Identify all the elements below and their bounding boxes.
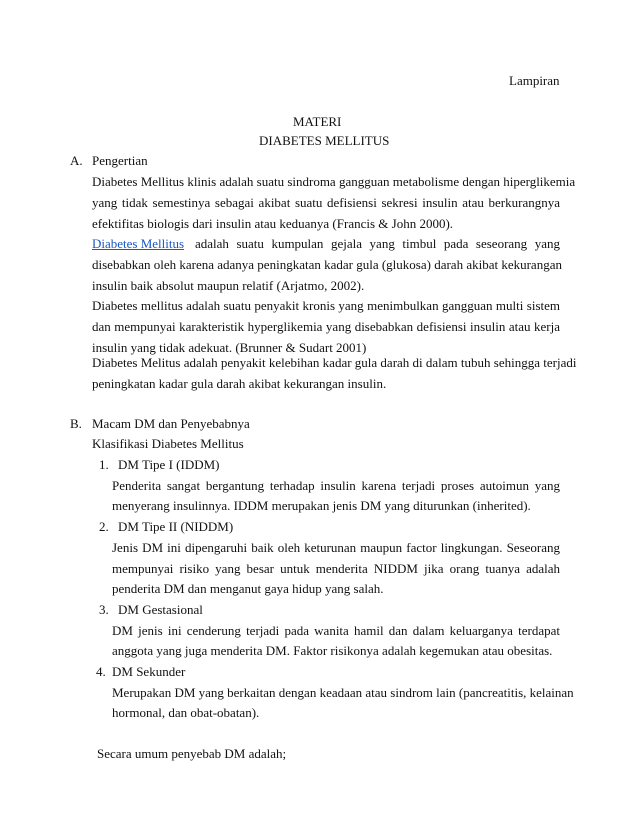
section-a-heading: Pengertian	[92, 153, 148, 168]
attachment-label: Lampiran	[509, 73, 560, 88]
closing-line: Secara umum penyebab DM adalah;	[97, 746, 287, 761]
list-item-number: 3.	[99, 602, 109, 617]
list-item-line: anggota yang juga menderita DM. Faktor risikonya adalah kegemukan atau obesitas.	[112, 643, 553, 658]
list-item-number: 2.	[99, 519, 109, 534]
paragraph-line: peningkatan kadar gula darah akibat kekurangan insulin.	[92, 376, 387, 391]
paragraph-line: Diabetes Mellitus klinis adalah suatu sindroma gangguan metabolisme dengan hiperglikemia	[92, 174, 576, 189]
list-item-line: Merupakan DM yang berkaitan dengan keadaan atau sindrom lain (pancreatitis, kelainan	[112, 685, 574, 700]
paragraph-line: disebabkan oleh karena adanya peningkatan kadar gula (glukosa) darah akibat kekurangan	[92, 257, 562, 272]
diabetes-mellitus-link[interactable]: Diabetes Mellitus	[92, 236, 185, 251]
paragraph-line: Diabetes mellitus adalah suatu penyakit kronis yang menimbulkan gangguan multi sistem	[92, 298, 560, 313]
list-item-line: Jenis DM ini dipengaruhi baik oleh keturunan maupun factor lingkungan. Seseorang	[112, 540, 560, 555]
title-line-1: MATERI	[293, 114, 342, 129]
list-item-line: mempunyai risiko yang besar untuk menderita NIDDM jika orang tuanya adalah	[112, 561, 560, 576]
list-item-number: 4.	[96, 664, 106, 679]
list-item-line: Penderita sangat bergantung terhadap insulin karena terjadi proses autoimun yang	[112, 478, 560, 493]
paragraph-line: adalah suatu kumpulan gejala yang timbul pada seseorang yang	[195, 236, 560, 251]
list-item-line: DM jenis ini cenderung terjadi pada wanita hamil dan dalam keluarganya terdapat	[112, 623, 560, 638]
list-item-title: DM Tipe I (IDDM)	[118, 457, 220, 472]
title-line-2: DIABETES MELLITUS	[259, 133, 390, 148]
list-item-title: DM Sekunder	[112, 664, 186, 679]
paragraph-line: insulin yang tidak adekuat. (Brunner & Sudart 2001)	[92, 340, 367, 355]
paragraph-line: Diabetes Melitus adalah penyakit kelebihan kadar gula darah di dalam tubuh sehingga terjadi	[92, 355, 577, 370]
list-item-number: 1.	[99, 457, 109, 472]
list-item-line: hormonal, dan obat-obatan).	[112, 705, 260, 720]
section-b-marker: B.	[70, 416, 82, 431]
list-item-title: DM Tipe II (NIDDM)	[118, 519, 234, 534]
paragraph-line: dan mempunyai karakteristik hyperglikemia yang disebabkan defisiensi insulin atau kerja	[92, 319, 560, 334]
list-item-title: DM Gestasional	[118, 602, 203, 617]
paragraph-line: insulin baik absolut maupun relatif (Arjatmo, 2002).	[92, 278, 365, 293]
list-item-line: penderita DM dan menganut gaya hidup yang salah.	[112, 581, 384, 596]
list-item-line: menyerang insulinnya. IDDM merupakan jenis DM yang diturunkan (inherited).	[112, 498, 531, 513]
paragraph-line: yang tidak semestinya sebagai akibat suatu defisiensi sekresi insulin atau berkurangnya	[92, 195, 560, 210]
section-b-heading: Macam DM dan Penyebabnya	[92, 416, 250, 431]
section-b-subheading: Klasifikasi Diabetes Mellitus	[92, 436, 244, 451]
section-a-marker: A.	[70, 153, 83, 168]
paragraph-line: efektifitas biologis dari insulin atau keduanya (Francis & John 2000).	[92, 216, 454, 231]
